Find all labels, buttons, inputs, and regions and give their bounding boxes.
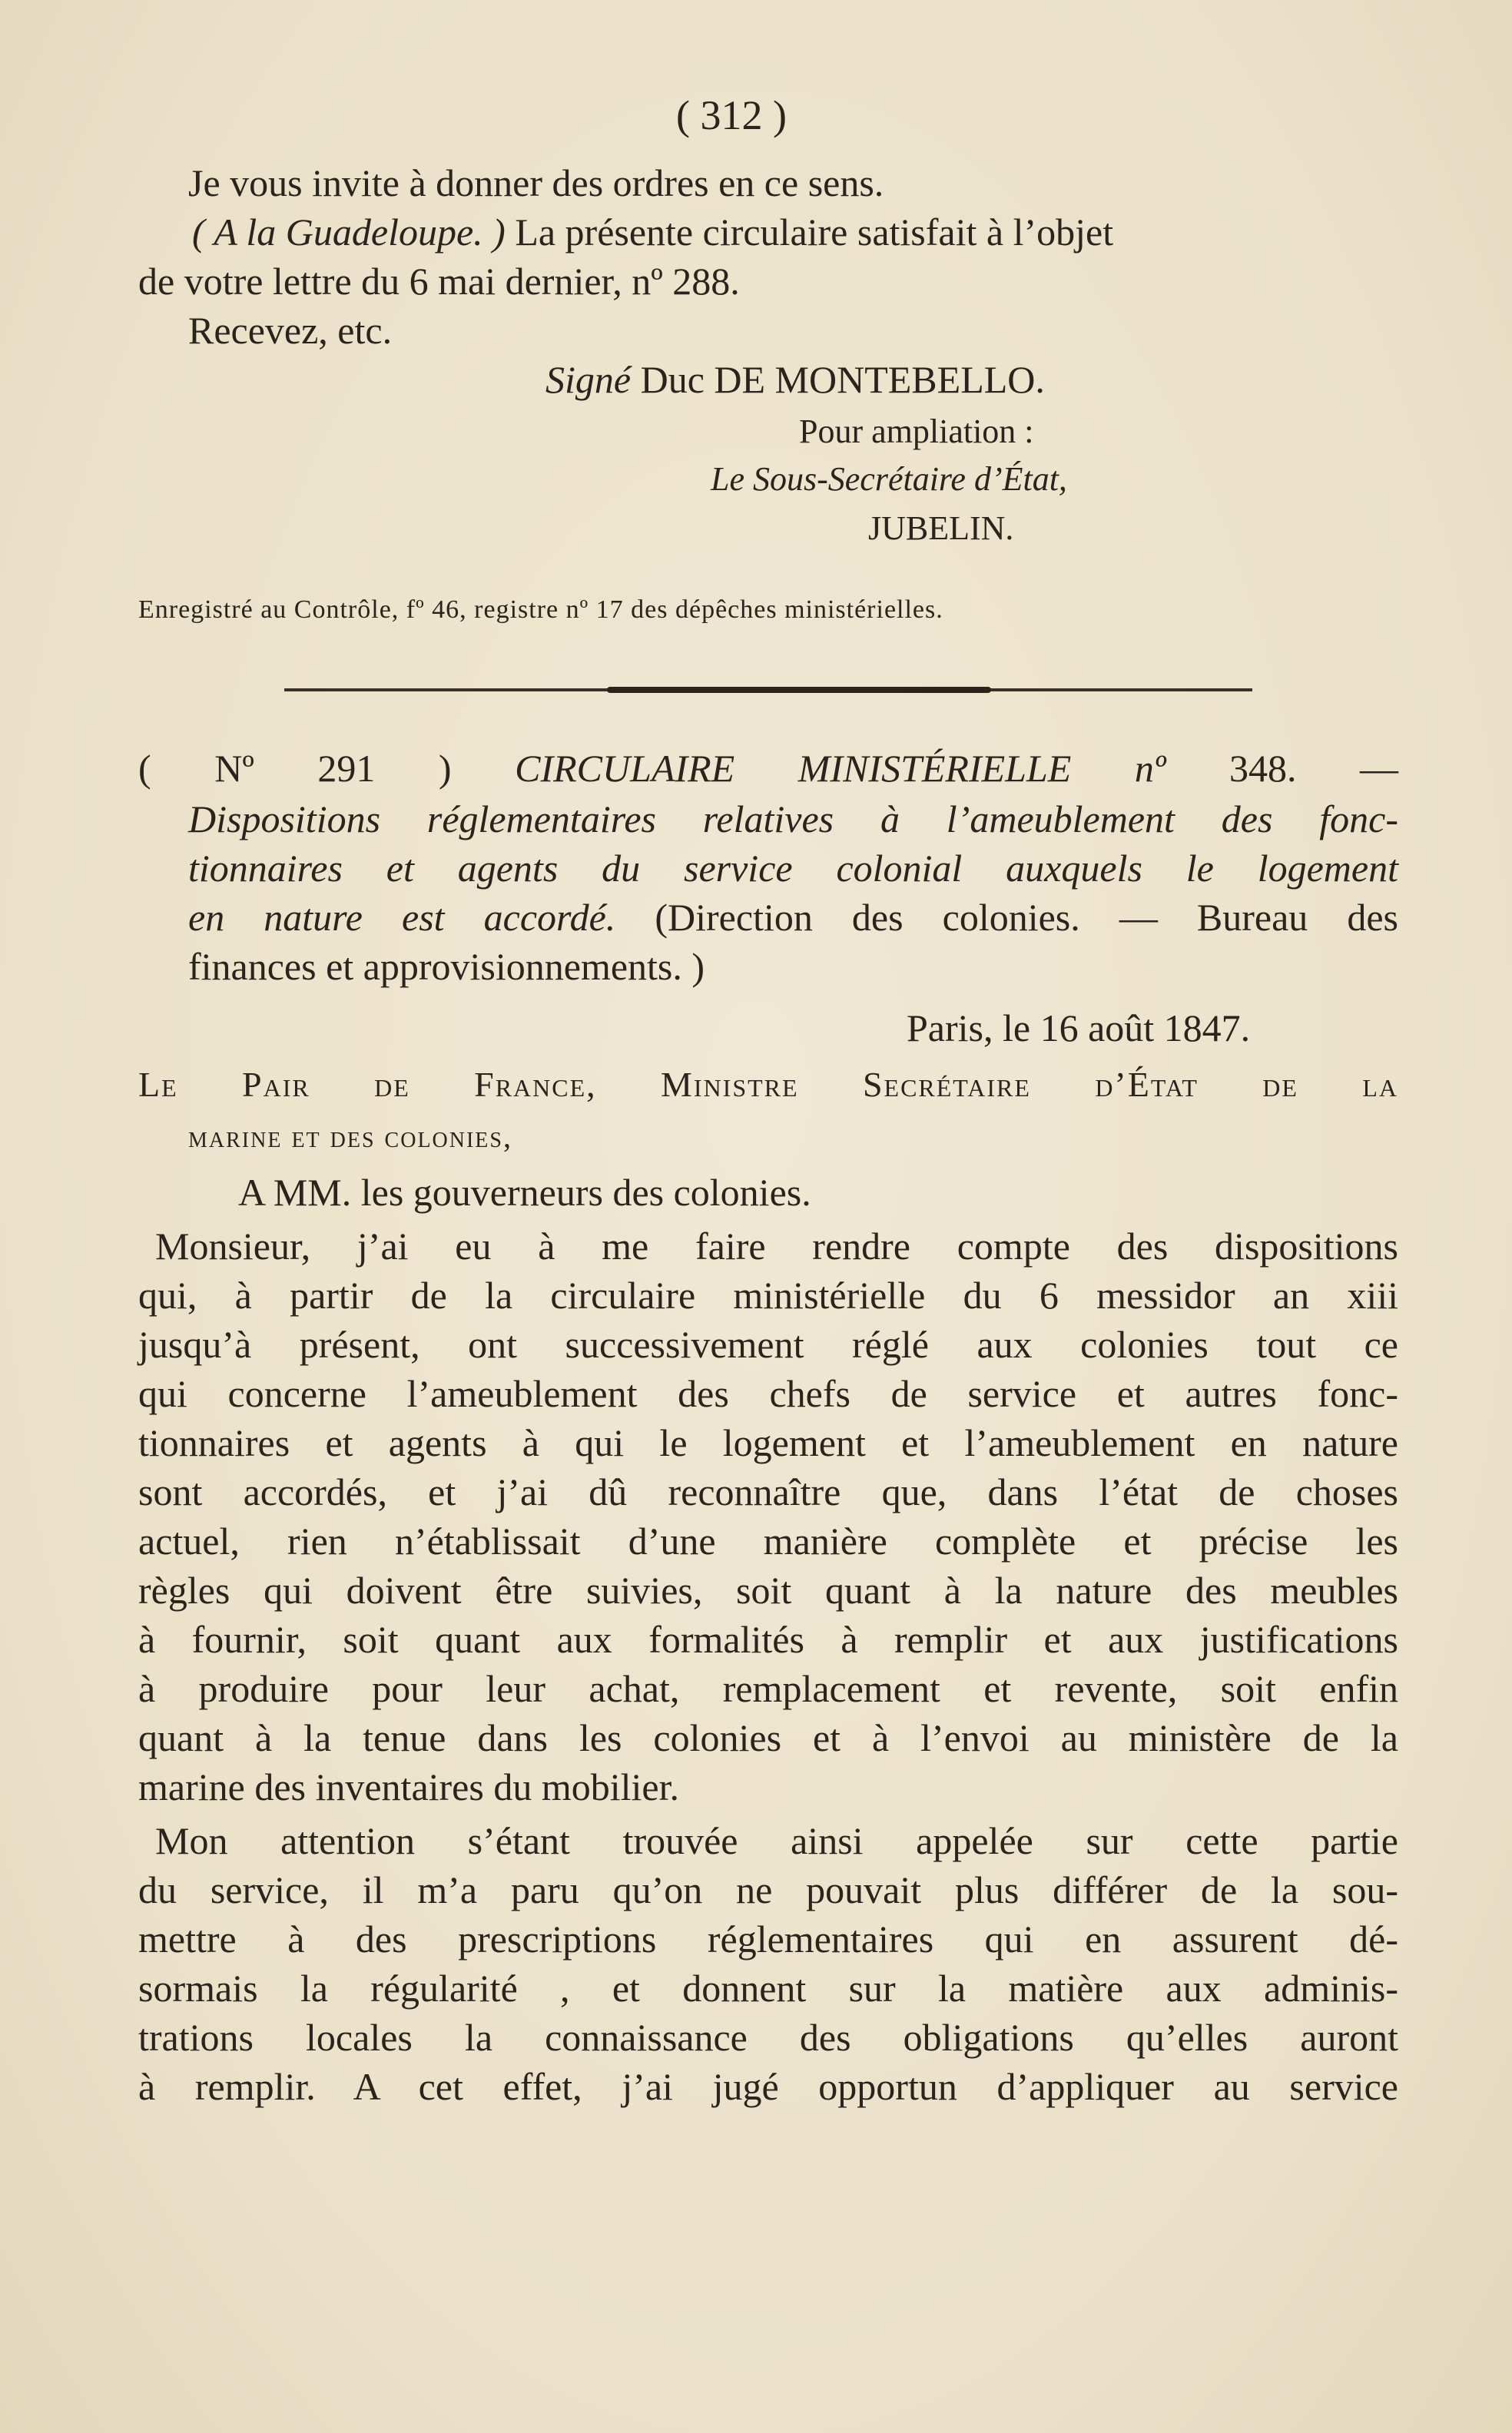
text-span: La présente circulaire satisfait à l’objet — [505, 210, 1114, 254]
text-line: Je vous invite à donner des ordres en ce sens. — [188, 161, 884, 204]
subject-italic: en nature est accordé. — [188, 896, 616, 939]
text-line: règles qui doivent être suivies, soit quant à la nature des meubles — [138, 1569, 1398, 1612]
registration-note: Enregistré au Contrôle, fº 46, registre nº 17 des dépêches ministérielles. — [138, 595, 943, 624]
subject-line: Dispositions réglementaires relatives à l’ameublement des fonc- — [188, 797, 1398, 840]
signatory-name: Duc DE MONTEBELLO. — [631, 358, 1045, 401]
signature-line — [545, 355, 1045, 404]
text-line: Recevez, etc. — [188, 309, 393, 352]
text-line: mettre à des prescriptions réglementaires qui en assurent dé- — [138, 1918, 1398, 1961]
text-line: à remplir. A cet effet, j’ai jugé opportun d’appliquer au service — [138, 2065, 1398, 2108]
text-line: de votre lettre du 6 mai dernier, nº 288. — [138, 260, 740, 303]
text-line: qui, à partir de la circulaire ministérielle du 6 messidor an xiii — [138, 1274, 1398, 1317]
text-line: quant à la tenue dans les colonies et à l’envoi au ministère de la — [138, 1716, 1398, 1759]
page-number: ( 312 ) — [676, 92, 787, 138]
subject-line — [188, 893, 1398, 942]
circular-heading — [138, 744, 1398, 793]
date-line: Paris, le 16 août 1847. — [907, 1006, 1251, 1049]
sous-secretaire-line: Le Sous-Secrétaire d’État, — [711, 460, 1067, 498]
text-line: marine des inventaires du mobilier. — [138, 1765, 679, 1808]
text-line: Monsieur, j’ai eu à me faire rendre compte des dispositions — [155, 1225, 1398, 1268]
text-line — [192, 207, 1113, 257]
subject-line: finances et approvisionnements. ) — [188, 945, 705, 988]
jubelin-line: JUBELIN. — [868, 509, 1014, 547]
sender-line: Le Pair de France, Ministre Secrétaire d’État de la — [138, 1065, 1398, 1104]
text-line: à produire pour leur achat, remplacement et revente, soit enfin — [138, 1667, 1398, 1710]
text-line: à fournir, soit quant aux formalités à remplir et aux justifications — [138, 1618, 1398, 1661]
signed-label: Signé — [545, 358, 632, 401]
text-line: sormais la régularité , et donnent sur la matière aux adminis- — [138, 1967, 1398, 2010]
circular-number: ( Nº 291 ) — [138, 747, 516, 790]
ampliation-line: Pour ampliation : — [799, 413, 1034, 450]
text-line: jusqu’à présent, ont successivement réglé aux colonies tout ce — [138, 1323, 1398, 1366]
sender-line: marine et des colonies, — [188, 1119, 512, 1154]
recipient-line: A MM. les gouverneurs des colonies. — [238, 1171, 811, 1214]
text-line: actuel, rien n’établissait d’une manière complète et précise les — [138, 1520, 1398, 1563]
text-line: trations locales la connaissance des obligations qu’elles auront — [138, 2016, 1398, 2059]
direction-text: (Direction des colonies. — Bureau des — [615, 896, 1398, 939]
separator-rule — [284, 688, 1252, 691]
addressee-note: ( A la Guadeloupe. ) — [192, 210, 506, 254]
circular-title: CIRCULAIRE MINISTÉRIELLE nº — [515, 747, 1166, 790]
subject-line: tionnaires et agents du service colonial auxquels le logement — [188, 847, 1398, 890]
text-line: Mon attention s’étant trouvée ainsi appelée sur cette partie — [155, 1819, 1398, 1862]
text-line: sont accordés, et j’ai dû reconnaître que, dans l’état de choses — [138, 1470, 1398, 1513]
text-line: tionnaires et agents à qui le logement et l’ameublement en nature — [138, 1421, 1398, 1464]
text-line: qui concerne l’ameublement des chefs de service et autres fonc- — [138, 1372, 1398, 1415]
text-line: du service, il m’a paru qu’on ne pouvait plus différer de la sou- — [138, 1868, 1398, 1911]
circular-number-rest: 348. — — [1166, 747, 1398, 790]
